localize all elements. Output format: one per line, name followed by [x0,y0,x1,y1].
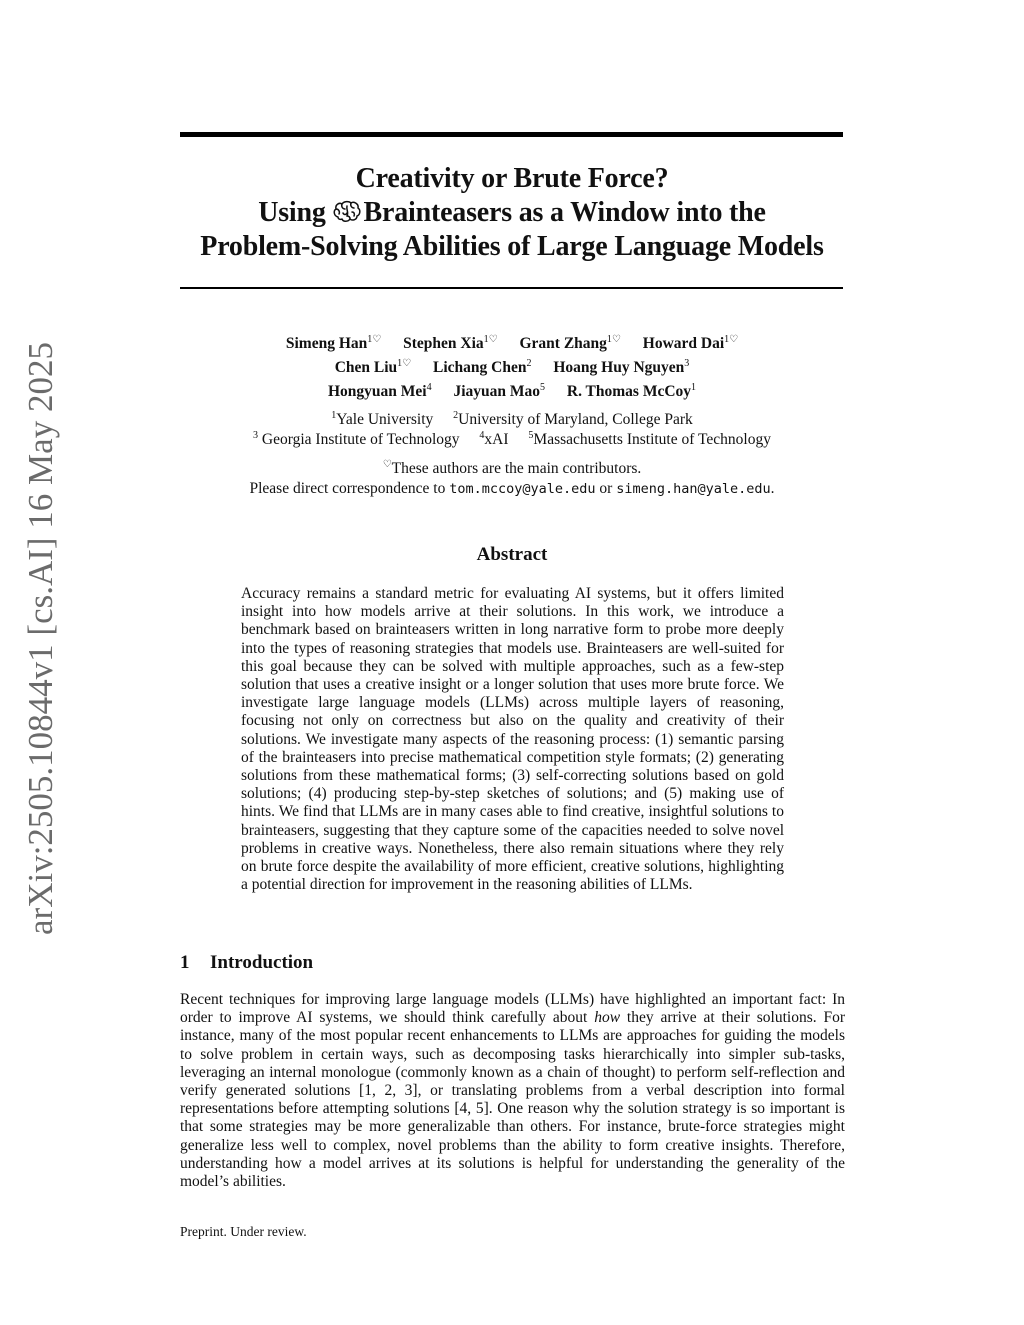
author-name: Chen Liu [334,359,398,376]
affiliation-sup: 4 [479,430,485,441]
author-row [120,356,904,380]
author-sup: 2 [526,358,532,369]
author-sup: 1♡ [606,334,621,345]
affiliation-sup: 5 [528,430,534,441]
title-line-3: Problem-Solving Abilities of Large Language Models [200,231,824,262]
email-link[interactable]: simeng.han@yale.edu [616,481,771,497]
affiliation [453,410,693,430]
author [335,356,411,380]
author-sup: 1♡ [367,334,382,345]
affiliation [253,430,460,450]
contrib-note-text: These authors are the main contributors. [391,460,642,477]
intro-paragraph [180,991,845,1191]
title-line-2 [150,196,874,230]
author [567,380,696,404]
abstract-text: Accuracy remains a standard metric for evaluating AI systems, but it offers limited insight into how models arrive at their solutions. In this work, we introduce a benchmark based on brainteasers written in long narrative form to probe more deeply into the types of reasoning strategies that models use. Brainteasers are well-suited for this goal because they can be solved with multiple approaches, such as a few-step solution that uses a creative insight or a longer solution that uses more brute force. We investigate large language models (LLMs) across multiple layers of reasoning, focusing not only on correctness but also on the quality and creativity of their solutions. We investigate many aspects of the reasoning process: (1) semantic parsing of the brainteasers into precise mathematical competition style formats; (2) generating solutions from these mathematical forms; (3) self-correcting solutions based on gold solutions; (4) producing step-by-step sketches of solutions; and (5) making use of hints. We find that LLMs are in many cases able to find creative, insightful solutions to brainteasers, suggesting that they capture some of the capacities needed to solve novel problems in creative ways. Nonetheless, there also remain situations where they rely on brute force despite the availability of more efficient, creative solutions, highlighting a potential direction for improvement in the reasoning abilities of LLMs. [241,585,784,894]
author-name: Lichang Chen [433,359,527,376]
affiliation [528,430,771,450]
author-name: Howard Dai [642,335,725,352]
author-name: Grant Zhang [519,335,607,352]
author [453,380,545,404]
author-sup: 1♡ [724,334,739,345]
author-name: R. Thomas McCoy [566,383,692,400]
arxiv-stamp[interactable]: arXiv:2505.10844v1 [cs.AI] 16 May 2025 [21,342,60,935]
author-row [120,332,904,356]
affiliation-sup: 1 [331,410,337,421]
affiliation-row [120,430,904,450]
author-name: Simeng Han [285,335,368,352]
section-title: Introduction [210,952,314,973]
affiliation-row [120,410,904,430]
affiliation [331,410,433,430]
affiliation [479,430,508,450]
bottom-rule [180,287,843,289]
correspondence-block [120,459,904,499]
top-rule [180,132,843,137]
author [286,332,381,356]
affiliation-block [120,410,904,450]
affiliation-sup: 3 [253,430,259,441]
author-sup: 1 [691,382,697,393]
author-name: Hoang Huy Nguyen [553,359,685,376]
correspondence-suffix: . [770,480,775,497]
intro-text-part: Recent techniques for improving large language models (LLMs) have highlighted an important fact: In order to improve AI systems, we should think carefully about [180,991,845,1027]
author-name: Hongyuan Mei [327,383,427,400]
title-line-2-prefix: Using [258,197,333,228]
author [328,380,432,404]
paper-title [150,162,874,264]
affiliation-sup: 2 [453,410,459,421]
affiliation-name: University of Maryland, College Park [458,411,693,428]
correspondence-line [120,479,904,499]
author [403,332,498,356]
author-block [120,332,904,404]
contrib-note [120,459,904,479]
brain-icon [332,200,362,224]
author-sup: 3 [684,358,690,369]
affiliation-name: Georgia Institute of Technology [258,431,460,448]
author-name: Jiayuan Mao [453,383,540,400]
author-sup: 1♡ [483,334,498,345]
affiliation-name: xAI [484,431,509,448]
section-heading [180,952,313,974]
footer-note: Preprint. Under review. [180,1224,307,1239]
author [643,332,738,356]
section-number: 1 [180,952,190,973]
author-sup: 5 [540,382,545,393]
intro-emphasis: how [594,1009,621,1027]
author-row [120,380,904,404]
correspondence-prefix: Please direct correspondence to [249,480,450,497]
abstract-heading: Abstract [476,544,548,565]
title-line-2-rest: Brainteasers as a Window into the [363,197,766,228]
affiliation-name: Massachusetts Institute of Technology [533,431,771,448]
author [553,356,689,380]
affiliation-name: Yale University [336,411,434,428]
email-link[interactable]: tom.mccoy@yale.edu [449,481,596,497]
intro-text-part: they arrive at their solutions. For instance, many of the most popular recent enhancements to LLMs are approaches for guiding the models to solve problem in certain ways, such as decomposing tasks hierarchically into simpler sub-tasks, leveraging an internal monologue (commonly known as a chain of thought) to perform self-reflection and verify generated solutions [1, 2, 3], or translating problems from a verbal description into formal representations before attempting solutions [4, 5]. One reason why the solution strategy is so important is that some strategies may be more generalizable than others. For instance, brute-force strategies might generalize less well to complex, novel problems than the ability to form creative insights. Therefore, understanding how a model arrives at its solutions is helpful for understanding the generality of the model’s abilities. [180,1009,845,1191]
author-sup: 4 [426,382,432,393]
author-sup: 1♡ [397,358,412,369]
author [519,332,620,356]
title-line-1: Creativity or Brute Force? [355,163,669,194]
correspondence-mid: or [595,480,617,497]
author [433,356,531,380]
contrib-note-sup: ♡ [382,459,392,470]
author-name: Stephen Xia [403,335,484,352]
